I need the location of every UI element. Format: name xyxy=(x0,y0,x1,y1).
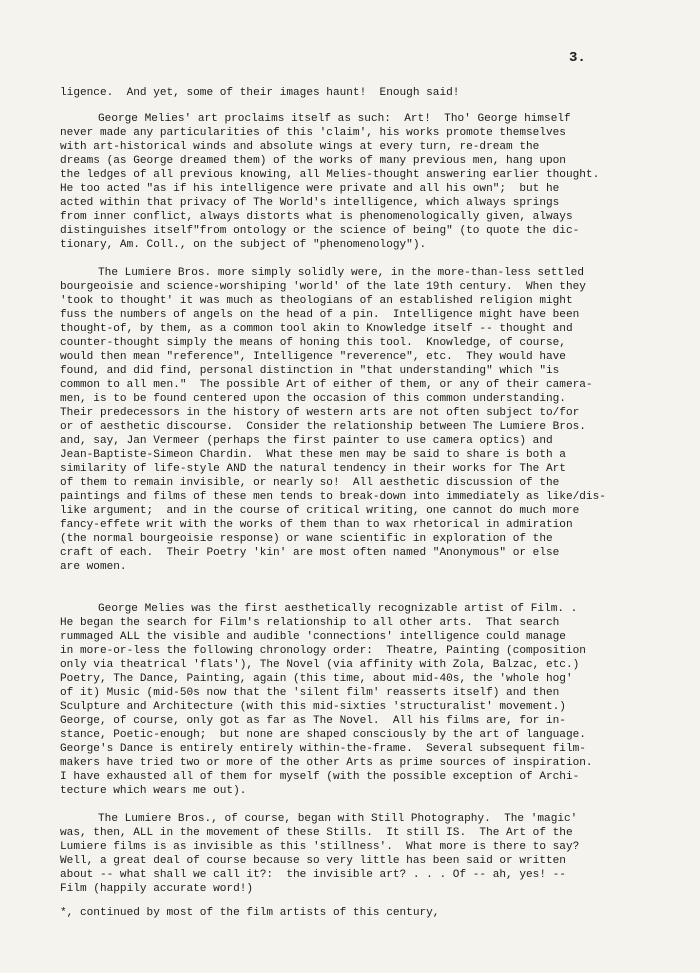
text-line: paintings and films of these men tends to break-down into immediately as like/dis- xyxy=(60,491,606,503)
text-line: similarity of life-style AND the natural tendency in their works for The Art xyxy=(60,463,566,475)
text-line: tionary, Am. Coll., on the subject of "phenomenology"). xyxy=(60,239,427,251)
text-line: I have exhausted all of them for myself (with the possible exception of Archi- xyxy=(60,771,580,783)
text-line: George, of course, only got as far as The Novel. All his films are, for in- xyxy=(60,715,566,727)
text-line: like argument; and in the course of critical writing, one cannot do much more xyxy=(60,505,580,517)
text-line: makers have tried two or more of the other Arts as prime sources of inspiration. xyxy=(60,757,593,769)
text-line: George Melies was the first aesthetically recognizable artist of Film. . xyxy=(98,603,578,615)
text-line: about -- what shall we call it?: the invisible art? . . . Of -- ah, yes! -- xyxy=(60,869,566,881)
text-line: Well, a great deal of course because so very little has been said or written xyxy=(60,855,566,867)
text-line: 'took to thought' it was much as theologians of an established religion might xyxy=(60,295,573,307)
text-line: fancy-effete writ with the works of them than to wax rhetorical in admiration xyxy=(60,519,573,531)
text-line: rummaged ALL the visible and audible 'connections' intelligence could manage xyxy=(60,631,566,643)
text-line: The Lumiere Bros. more simply solidly were, in the more-than-less settled xyxy=(98,267,584,279)
text-line: Poetry, The Dance, Painting, again (this time, about mid-40s, the 'whole hog' xyxy=(60,673,573,685)
text-line: Sculpture and Architecture (with this mid-sixties 'structuralist' movement.) xyxy=(60,701,566,713)
text-line: was, then, ALL in the movement of these Stills. It still IS. The Art of the xyxy=(60,827,573,839)
text-line: counter-thought simply the means of honing this tool. Knowledge, of course, xyxy=(60,337,566,349)
text-line: *, continued by most of the film artists of this century, xyxy=(60,907,440,919)
text-line: bourgeoisie and science-worshiping 'world' of the late 19th century. When they xyxy=(60,281,586,293)
text-line: the ledges of all previous knowing, all Melies-thought answering earlier thought. xyxy=(60,169,600,181)
text-line: and, say, Jan Vermeer (perhaps the first painter to use camera optics) and xyxy=(60,435,553,447)
text-line: craft of each. Their Poetry 'kin' are most often named "Anonymous" or else xyxy=(60,547,560,559)
text-line: dreams (as George dreamed them) of the works of many previous men, hang upon xyxy=(60,155,566,167)
text-line: tecture which wears me out). xyxy=(60,785,247,797)
text-line: in more-or-less the following chronology order: Theatre, Painting (composition xyxy=(60,645,586,657)
text-line: of them to remain invisible, or nearly so! All aesthetic discussion of the xyxy=(60,477,560,489)
text-line: stance, Poetic-enough; but none are shaped consciously by the art of language. xyxy=(60,729,586,741)
text-line: or of aesthetic discourse. Consider the relationship between The Lumiere Bros. xyxy=(60,421,586,433)
text-line: found, and did find, personal distinction in "that understanding" which "is xyxy=(60,365,560,377)
text-line: He began the search for Film's relationship to all other arts. That search xyxy=(60,617,560,629)
text-line: from inner conflict, always distorts what is phenomenologically given, always xyxy=(60,211,573,223)
page-number: 3. xyxy=(569,50,586,66)
text-line: Film (happily accurate word!) xyxy=(60,883,254,895)
text-line: Lumiere films is as invisible as this 'stillness'. What more is there to say? xyxy=(60,841,580,853)
text-line: thought-of, by them, as a common tool akin to Knowledge itself -- thought and xyxy=(60,323,573,335)
text-line: fuss the numbers of angels on the head of a pin. Intelligence might have been xyxy=(60,309,580,321)
text-line: Jean-Baptiste-Simeon Chardin. What these men may be said to share is both a xyxy=(60,449,566,461)
text-line: only via theatrical 'flats'), The Novel (via affinity with Zola, Balzac, etc.) xyxy=(60,659,580,671)
text-line: never made any particularities of this 'claim', his works promote themselves xyxy=(60,127,566,139)
text-line: He too acted "as if his intelligence were private and all his own"; but he xyxy=(60,183,560,195)
text-line: with art-historical winds and absolute wings at every turn, re-dream the xyxy=(60,141,540,153)
text-line: are women. xyxy=(60,561,127,573)
text-line: (the normal bourgeoisie response) or wane scientific in exploration of the xyxy=(60,533,553,545)
text-line: common to all men." The possible Art of either of them, or any of their camera- xyxy=(60,379,593,391)
text-line: of it) Music (mid-50s now that the 'silent film' reasserts itself) and then xyxy=(60,687,560,699)
text-line: ligence. And yet, some of their images haunt! Enough said! xyxy=(60,87,460,99)
text-line: Their predecessors in the history of western arts are not often subject to/for xyxy=(60,407,580,419)
text-line: would then mean "reference", Intelligence "reverence", etc. They would have xyxy=(60,351,566,363)
text-line: distinguishes itself"from ontology or the science of being" (to quote the dic- xyxy=(60,225,580,237)
text-line: acted within that privacy of The World's intelligence, which always springs xyxy=(60,197,560,209)
text-line: George Melies' art proclaims itself as such: Art! Tho' George himself xyxy=(98,113,571,125)
text-line: The Lumiere Bros., of course, began with Still Photography. The 'magic' xyxy=(98,813,578,825)
text-line: men, is to be found centered upon the occasion of this common understanding. xyxy=(60,393,566,405)
text-line: George's Dance is entirely entirely within-the-frame. Several subsequent film- xyxy=(60,743,586,755)
